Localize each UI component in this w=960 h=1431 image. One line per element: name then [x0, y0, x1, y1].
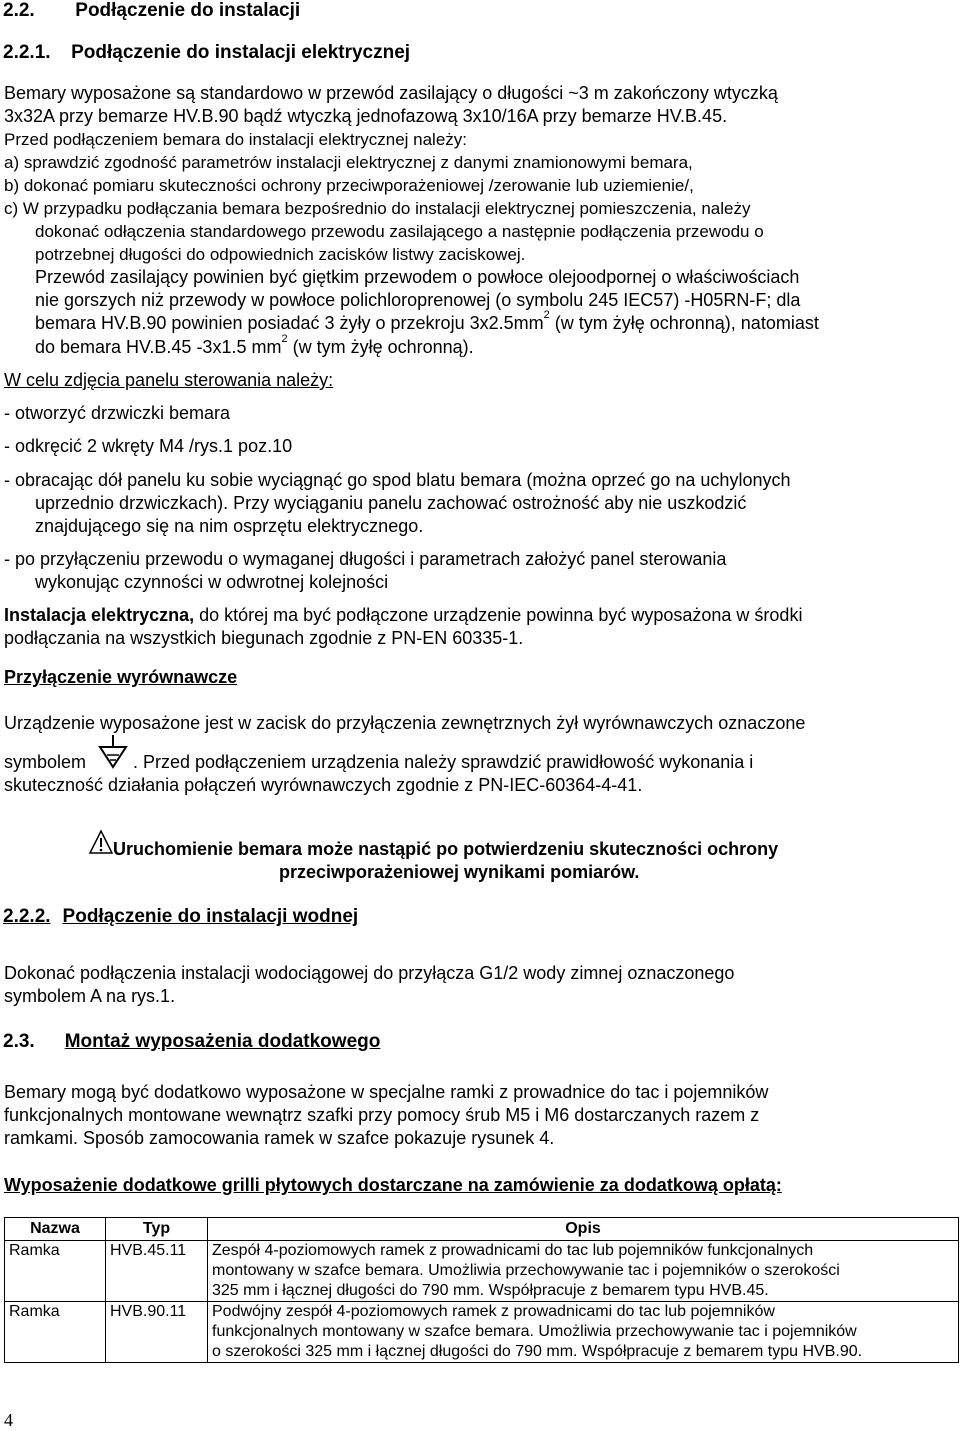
text: bemara HV.B.90 powinien posiadać 3 żyły o przekroju 3x2.5mm — [35, 313, 544, 333]
paragraph-line — [35, 333, 474, 358]
superscript: 2 — [543, 309, 550, 321]
heading-number: 2.2.2. — [3, 906, 51, 927]
section-heading: W celu zdjęcia panelu sterowania należy: — [4, 370, 334, 390]
paragraph-line — [4, 605, 802, 626]
section-heading: Przyłączenie wyrównawcze — [4, 667, 238, 687]
bold-text: Instalacja elektryczna, — [4, 605, 195, 625]
superscript: 2 — [281, 333, 288, 345]
column-header: Nazwa — [5, 1218, 106, 1241]
paragraph-line: podłączania na wszystkich biegunach zgodnie z PN-EN 60335-1. — [4, 628, 524, 648]
table-row — [5, 1302, 959, 1363]
list-item-c: c) W przypadku podłączania bemara bezpośrednio do instalacji elektrycznej pomieszczenia, należy — [4, 199, 751, 218]
table-row — [5, 1241, 959, 1302]
paragraph-line: Przewód zasilający powinien być giętkim przewodem o powłoce olejoodpornej o właściwościach — [35, 267, 800, 287]
paragraph-line: funkcjonalnych montowane wewnątrz szafki przy pomocy śrub M5 i M6 dostarczanych razem z — [4, 1105, 760, 1125]
text: (w tym żyłę ochronną). — [287, 337, 474, 357]
paragraph-line: 3x32A przy bemarze HV.B.90 bądź wtyczką jednofazową 3x10/16A przy bemarze HV.B.45. — [4, 106, 728, 126]
paragraph-line: Bemary mogą być dodatkowo wyposażone w specjalne ramki z prowadnice do tac i pojemników — [4, 1082, 769, 1102]
paragraph-line: nie gorszych niż przewody w powłoce polichloroprenowej (o symbolu 245 IEC57) -H05RN-F; dla — [35, 290, 801, 310]
paragraph-line: ramkami. Sposób zamocowania ramek w szafce pokazuje rysunek 4. — [4, 1128, 555, 1148]
equipotential-symbol-icon — [95, 733, 131, 771]
list-item-cont: znajdującego się na nim osprzętu elektrycznego. — [35, 516, 424, 536]
paragraph-line: Przed podłączeniem bemara do instalacji elektrycznej należy: — [4, 130, 468, 149]
warning-line: przeciwporażeniowej wynikami pomiarów. — [279, 862, 640, 882]
cell-description — [208, 1241, 959, 1302]
page-number: 4 — [4, 1410, 13, 1430]
list-item-c-cont: dokonać odłączenia standardowego przewodu zasilającego a następnie podłączenia przewodu o — [35, 222, 764, 241]
cell-description — [208, 1302, 959, 1363]
paragraph-line: symbolem A na rys.1. — [4, 986, 176, 1006]
heading-2-3 — [3, 1031, 380, 1053]
list-item-cont: uprzednio drzwiczkach). Przy wyciąganiu panelu zachować ostrożność aby nie uszkodzić — [35, 493, 747, 513]
paragraph-line — [35, 309, 819, 334]
desc-line: 325 mm i łącznej długości do 790 mm. Współpracuje z bemarem typu HVB.45. — [212, 1282, 769, 1299]
list-item-a: a) sprawdzić zgodność parametrów instalacji elektrycznej z danymi znamionowymi bemara, — [4, 153, 693, 172]
warning-line: Uruchomienie bemara może nastąpić po potwierdzeniu skuteczności ochrony — [113, 839, 779, 859]
desc-line: o szerokości 325 mm i łącznej długości do 790 mm. Współpracuje z bemarem typu HVB.90. — [212, 1343, 863, 1360]
desc-line: Podwójny zespół 4-poziomowych ramek z prowadnicami do tac lub pojemników — [212, 1303, 775, 1320]
paragraph-line: Dokonać podłączenia instalacji wodociągowej do przyłącza G1/2 wody zimnej oznaczonego — [4, 963, 735, 983]
heading-title: Podłączenie do instalacji — [75, 0, 301, 21]
heading-number: 2.3. — [3, 1031, 35, 1052]
heading-title: Montaż wyposażenia dodatkowego — [64, 1031, 381, 1052]
paragraph-line: symbolem — [4, 752, 87, 772]
list-item-c-cont: potrzebnej długości do odpowiednich zacisków listwy zaciskowej. — [35, 245, 526, 264]
list-item: - otworzyć drzwiczki bemara — [4, 403, 231, 423]
list-item: - po przyłączeniu przewodu o wymaganej długości i parametrach założyć panel sterowania — [4, 549, 727, 569]
paragraph-line: Bemary wyposażone są standardowo w przewód zasilający o długości ~3 m zakończony wtyczką — [4, 83, 778, 103]
list-item: - odkręcić 2 wkręty M4 /rys.1 poz.10 — [4, 436, 293, 456]
heading-2-2-2 — [3, 906, 358, 928]
desc-line: montowany w szafce bemara. Umożliwia przechowywanie tac i pojemników o szerokości — [212, 1262, 840, 1279]
desc-line: Zespół 4-poziomowych ramek z prowadnicami do tac lub pojemników funkcjonalnych — [212, 1242, 814, 1259]
heading-number: 2.2. — [3, 0, 35, 21]
list-item: - obracając dół panelu ku sobie wyciągnąć go spod blatu bemara (można oprzeć go na uchylonych — [4, 470, 791, 490]
text: do bemara HV.B.45 -3x1.5 mm — [35, 337, 282, 357]
text: (w tym żyłę ochronną), natomiast — [549, 313, 819, 333]
warning-triangle-icon — [88, 829, 114, 855]
column-header: Opis — [208, 1218, 959, 1241]
paragraph-line: . Przed podłączeniem urządzenia należy sprawdzić prawidłowość wykonania i — [133, 752, 754, 772]
equipment-table — [4, 1217, 959, 1363]
heading-2-2-1 — [3, 42, 410, 64]
table-header-row — [5, 1218, 959, 1241]
cell-type: HVB.45.11 — [106, 1241, 208, 1302]
desc-line: funkcjonalnych montowany w szafce bemara. Umożliwia przechowywanie tac i pojemników — [212, 1323, 857, 1340]
paragraph-line: Urządzenie wyposażone jest w zacisk do przyłączenia zewnętrznych żył wyrównawczych oznaczone — [4, 713, 806, 733]
paragraph-line: skuteczność działania połączeń wyrównawczych zgodnie z PN-IEC-60364-4-41. — [4, 775, 643, 795]
heading-title: Podłączenie do instalacji wodnej — [62, 906, 359, 927]
cell-name: Ramka — [5, 1302, 106, 1363]
list-item-cont: wykonując czynności w odwrotnej kolejności — [35, 572, 389, 592]
heading-number: 2.2.1. — [3, 42, 51, 63]
cell-name: Ramka — [5, 1241, 106, 1302]
list-item-b: b) dokonać pomiaru skuteczności ochrony przeciwporażeniowej /zerowanie lub uziemienie/, — [4, 176, 694, 195]
heading-title: Podłączenie do instalacji elektrycznej — [71, 42, 411, 63]
cell-type: HVB.90.11 — [106, 1302, 208, 1363]
heading-2-2 — [3, 0, 300, 22]
extra-equipment-heading: Wyposażenie dodatkowe grilli płytowych dostarczane na zamówienie za dodatkową opłatą: — [4, 1175, 782, 1195]
column-header: Typ — [106, 1218, 208, 1241]
text: do której ma być podłączone urządzenie powinna być wyposażona w środki — [194, 605, 803, 625]
